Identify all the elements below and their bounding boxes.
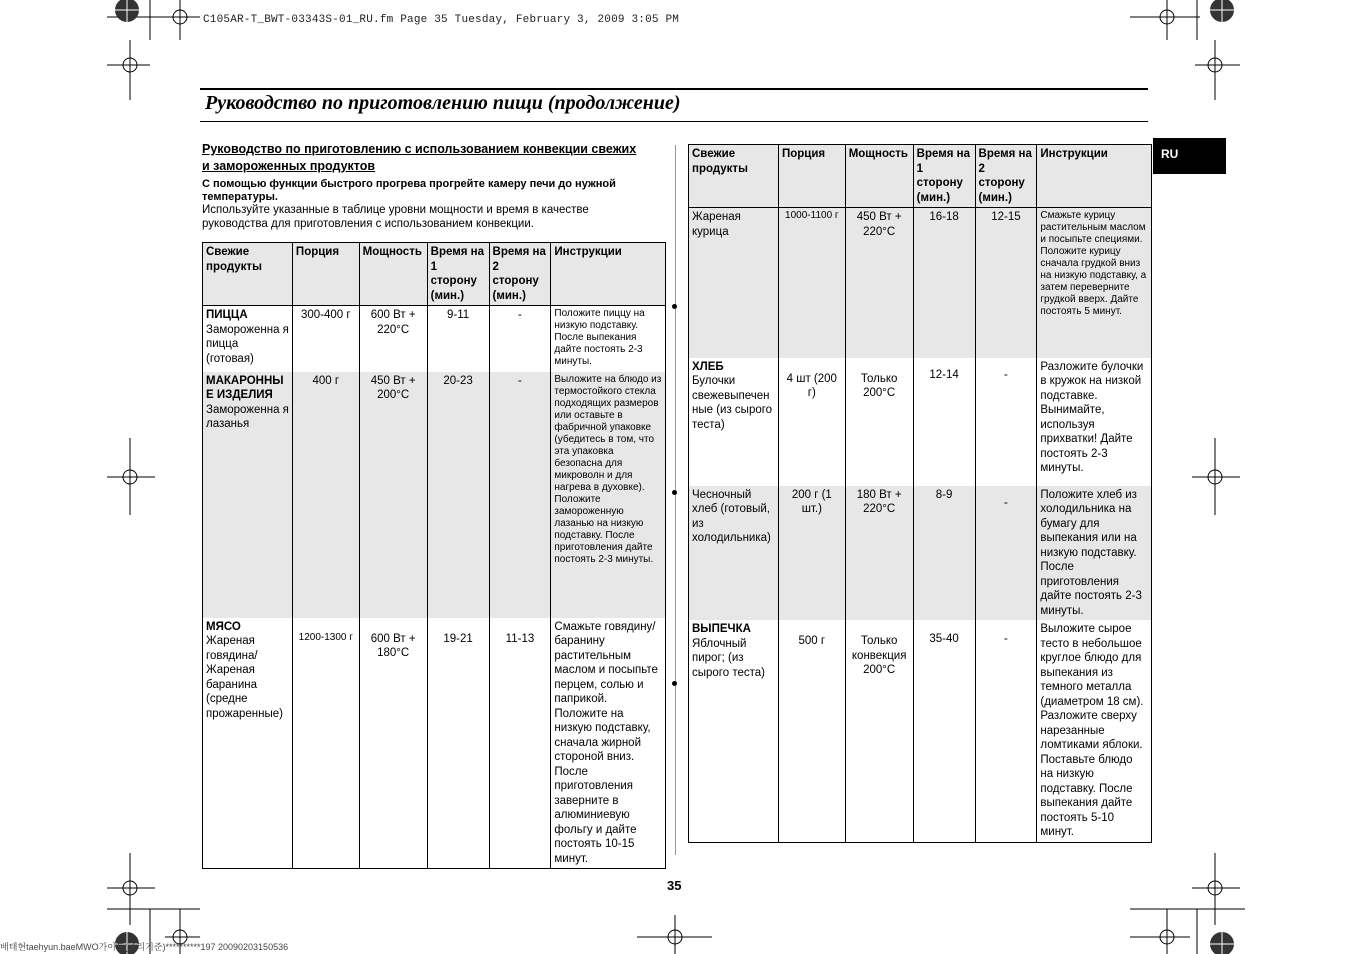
category-label: ХЛЕБ: [692, 360, 724, 373]
portion-cell: 300-400 г: [292, 306, 359, 372]
food-cell: [689, 208, 779, 358]
header-time2: Время на 2 сторону (мин.): [975, 145, 1037, 208]
intro-text: Используйте указанные в таблице уровни мощности и время в качестве руководства для приготовления с использованием конвекции.: [202, 204, 589, 230]
food-cell: [689, 486, 779, 621]
header-food: Свежие продукты: [203, 243, 293, 306]
category-label: МЯСО: [206, 620, 241, 633]
portion-cell: 200 г (1 шт.): [778, 486, 845, 621]
time2-cell: 11-13: [489, 618, 551, 869]
section-title: Руководство по приготовлению с использованием конвекции свежих и замороженных продуктов: [202, 142, 637, 173]
table-row: [689, 358, 1152, 486]
category-label: МАКАРОННЫ Е ИЗДЕЛИЯ: [206, 374, 284, 401]
instructions-cell: Смажьте говядину/ баранину растительным маслом и посыпьте перцем, солью и паприкой. Положите на низкую подставку, сначала жирной стороной вниз. После приготовления заверните в алюминиевую фольгу и дайте постоять 10-15 минут.: [551, 618, 666, 869]
instructions-cell: Выложите на блюдо из термостойкого стекла подходящих размеров или оставьте в фабричной упаковке (убедитесь в том, что эта упаковка безопасна для микроволн и для нагрева в духовке). Положите замороженную лазанью на низкую подставку. После приготовления дайте постоять 2-3 минуты.: [551, 372, 666, 618]
portion-cell: 1200-1300 г: [292, 618, 359, 869]
table-row: [689, 486, 1152, 621]
portion-cell: 400 г: [292, 372, 359, 618]
food-name: Жареная курица: [692, 211, 741, 238]
header-time1: Время на 1 сторону (мин.): [427, 243, 489, 306]
header-portion: Порция: [778, 145, 845, 208]
instructions-cell: Выложите сырое тесто в небольшое круглое блюдо для выпекания из темного металла (диаметром 18 см). Разложите сверху нарезанные ломтиками яблоки. Поставьте блюдо на низкую подставку. После выпекания дайте постоять 5-10 минут.: [1037, 620, 1152, 842]
header-instructions: Инструкции: [551, 243, 666, 306]
food-cell: [689, 620, 779, 842]
page-title: Руководство по приготовлению пищи (продолжение): [205, 92, 681, 114]
header-instructions: Инструкции: [1037, 145, 1152, 208]
header-time1: Время на 1 сторону (мин.): [913, 145, 975, 208]
power-cell: 600 Вт + 220°C: [359, 306, 427, 372]
food-cell: [203, 306, 293, 372]
power-cell: 180 Вт + 220°C: [845, 486, 913, 621]
table-row: [689, 208, 1152, 358]
table-row: [689, 620, 1152, 842]
language-tab: RU: [1153, 138, 1226, 174]
time1-cell: 9-11: [427, 306, 489, 372]
food-name: Замороженна я лазанья: [206, 403, 289, 430]
title-bottom-rule: [200, 121, 1148, 122]
time2-cell: -: [489, 306, 551, 372]
food-name: Булочки свежевыпечен ные (из сырого теста): [692, 375, 773, 431]
category-label: ВЫПЕЧКА: [692, 623, 751, 635]
fold-dot: [672, 490, 677, 495]
portion-cell: 1000-1100 г: [778, 208, 845, 358]
footer-info: 배태현taehyun.baeMWO가이드(조리기준)**********197 20090203150536: [0, 942, 289, 952]
time1-cell: 19-21: [427, 618, 489, 869]
power-cell: Только конвекция 200°C: [845, 620, 913, 842]
table-header-row: [689, 145, 1152, 208]
file-info-header: C105AR-T_BWT-03343S-01_RU.fm Page 35 Tuesday, February 3, 2009 3:05 PM: [203, 14, 680, 26]
time1-cell: 20-23: [427, 372, 489, 618]
category-label: ПИЦЦА: [206, 309, 248, 321]
time1-cell: 12-14: [913, 358, 975, 486]
header-food: Свежие продукты: [689, 145, 779, 208]
time2-cell: -: [489, 372, 551, 618]
power-cell: Только 200°C: [845, 358, 913, 486]
header-power: Мощность: [359, 243, 427, 306]
power-cell: 600 Вт + 180°C: [359, 618, 427, 869]
page-number: 35: [667, 878, 682, 893]
food-cell: [203, 618, 293, 869]
table-row: [203, 618, 666, 869]
instructions-cell: Разложите булочки в кружок на низкой подставке. Вынимайте, используя прихватки! Дайте постоять 2-3 минуты.: [1037, 358, 1152, 486]
right-cooking-table: [688, 144, 1152, 843]
fold-dot: [672, 681, 677, 686]
time2-cell: 12-15: [975, 208, 1037, 358]
header-time2: Время на 2 сторону (мин.): [489, 243, 551, 306]
food-name: Замороженна я пицца (готовая): [206, 323, 289, 365]
time2-cell: -: [975, 358, 1037, 486]
header-power: Мощность: [845, 145, 913, 208]
header-portion: Порция: [292, 243, 359, 306]
time2-cell: -: [975, 486, 1037, 621]
left-cooking-table: [202, 242, 666, 869]
title-top-rule: [200, 88, 1148, 90]
table-header-row: [203, 243, 666, 306]
food-name: Чесночный хлеб (готовый, из холодильника): [692, 488, 771, 544]
food-name: Жареная говядина/ Жареная баранина (средне прожаренные): [206, 635, 283, 720]
time1-cell: 8-9: [913, 486, 975, 621]
instructions-cell: Положите хлеб из холодильника на бумагу для выпекания или на низкую подставку. После приготовления дайте постоять 2-3 минуты.: [1037, 486, 1152, 621]
power-cell: 450 Вт + 200°C: [359, 372, 427, 618]
instructions-cell: Положите пиццу на низкую подставку. После выпекания дайте постоять 2-3 минуты.: [551, 306, 666, 372]
food-name: Яблочный пирог; (из сырого теста): [692, 637, 765, 679]
time1-cell: 35-40: [913, 620, 975, 842]
center-fold-line: [675, 145, 676, 855]
portion-cell: 4 шт (200 г): [778, 358, 845, 486]
portion-cell: 500 г: [778, 620, 845, 842]
time1-cell: 16-18: [913, 208, 975, 358]
table-row: [203, 372, 666, 618]
time2-cell: -: [975, 620, 1037, 842]
food-cell: [689, 358, 779, 486]
instructions-cell: Смажьте курицу растительным маслом и посыпьте специями. Положите курицу сначала грудкой вниз на низкую подставку, а затем переверните грудкой вверх. Дайте постоять 5 минут.: [1037, 208, 1152, 358]
power-cell: 450 Вт + 220°C: [845, 208, 913, 358]
fold-dot: [672, 304, 677, 309]
table-row: [203, 306, 666, 372]
intro-bold-text: С помощью функции быстрого прогрева прогрейте камеру печи до нужной температуры.: [202, 178, 616, 203]
food-cell: [203, 372, 293, 618]
